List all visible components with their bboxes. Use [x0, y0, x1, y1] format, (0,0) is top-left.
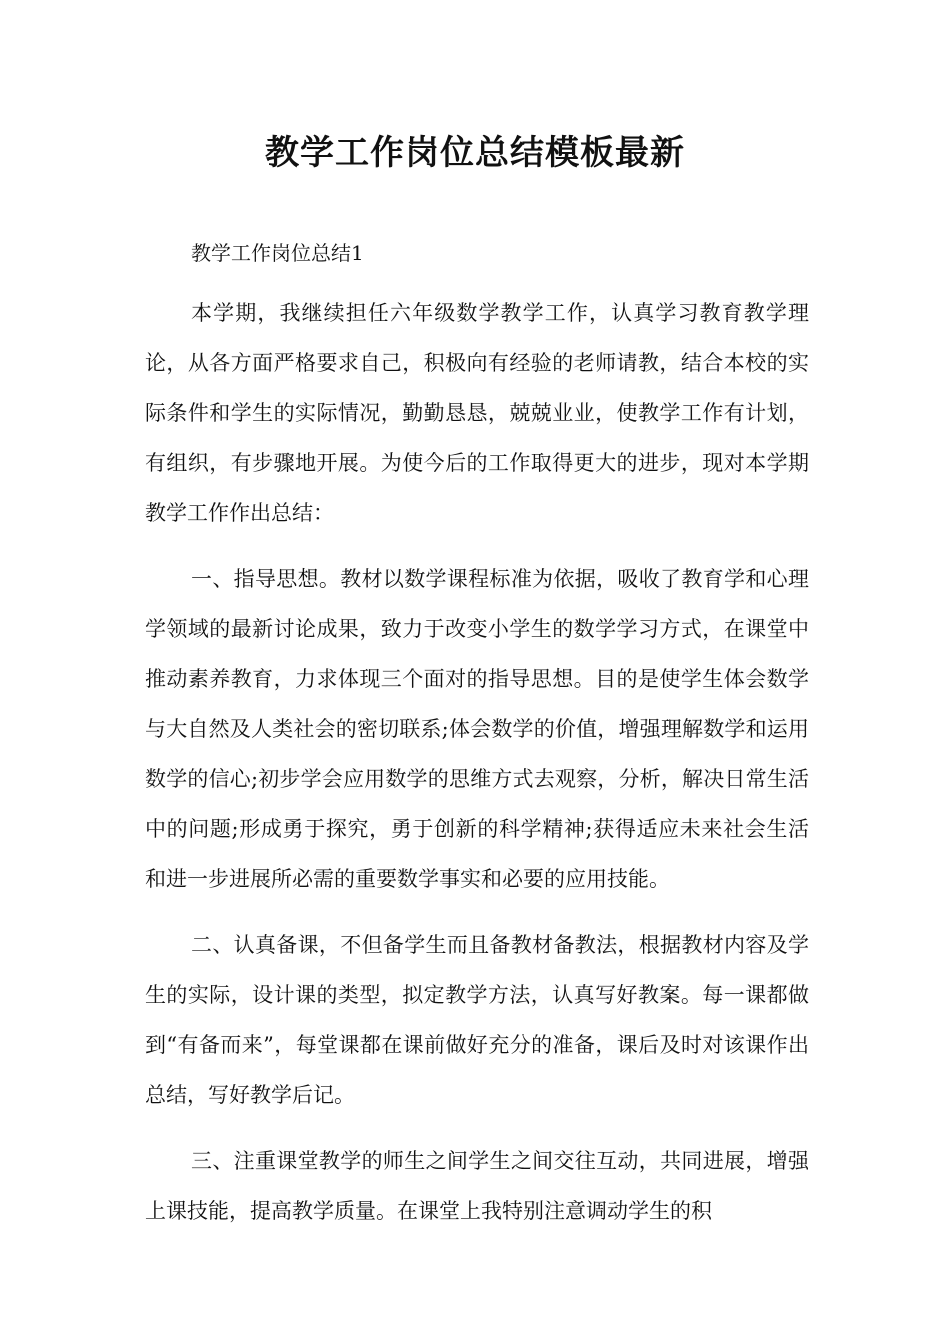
paragraph-lesson-preparation: 二、认真备课，不但备学生而且备教材备教法，根据教材内容及学生的实际，设计课的类型，拟定教学方法，认真写好教案。每一课都做到“有备而来”，每堂课都在课前做好充分的准备，课后及时对该课作出总结，写好教学后记。 — [145, 933, 809, 1107]
paragraph-guiding-ideology: 一、指导思想。教材以数学课程标准为依据，吸收了教育学和心理学领域的最新讨论成果，致力于改变小学生的数学学习方式，在课堂中推动素养教育，力求体现三个面对的指导思想。目的是使学生体会数学与大自然及人类社会的密切联系;体会数学的价值，增强理解数学和运用数学的信心;初步学会应用数学的思维方式去观察，分析，解决日常生活中的问题;形成勇于探究，勇于创新的科学精神;获得适应未来社会生活和进一步进展所必需的重要数学事实和必要的应用技能。 — [145, 567, 809, 891]
paragraph-classroom-interaction: 三、注重课堂教学的师生之间学生之间交往互动，共同进展，增强上课技能，提高教学质量。在课堂上我特别注意调动学生的积 — [145, 1149, 809, 1223]
section-heading: 教学工作岗位总结1 — [191, 241, 364, 265]
paragraph-intro: 本学期，我继续担任六年级数学教学工作，认真学习教育教学理论，从各方面严格要求自己，积极向有经验的老师请教，结合本校的实际条件和学生的实际情况，勤勤恳恳，兢兢业业，使教学工作有计划，有组织，有步骤地开展。为使今后的工作取得更大的进步，现对本学期教学工作作出总结： — [145, 301, 809, 525]
document-body — [145, 234, 809, 1236]
document-title: 教学工作岗位总结模板最新 — [265, 133, 685, 173]
